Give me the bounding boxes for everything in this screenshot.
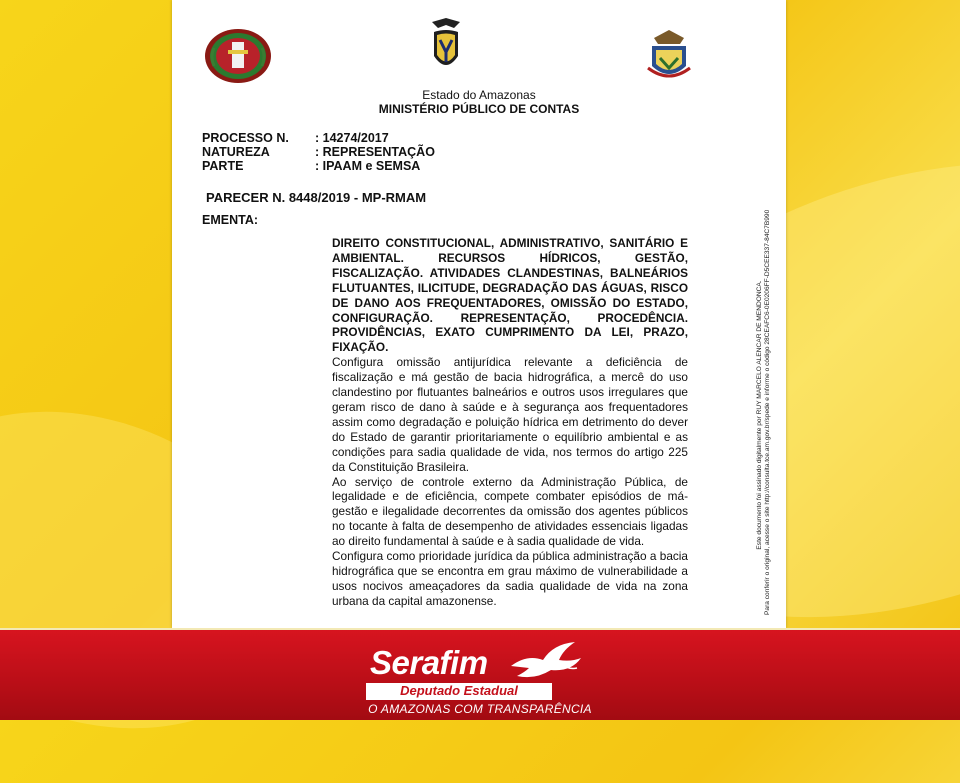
ementa-body <box>332 236 688 609</box>
meta-value: : 14274/2017 <box>315 131 389 145</box>
dove-icon <box>505 636 585 686</box>
ementa-heading: DIREITO CONSTITUCIONAL, ADMINISTRATIVO, SANITÁRIO E AMBIENTAL. RECURSOS HÍDRICOS, GESTÃO, FISCALIZAÇÃO. ATIVIDADES CLANDESTINAS, BALNEÁRIOS FLUTUANTES, ILICITUDE, DEGRADAÇÃO DAS ÁGUAS, RISCO DE DANO AOS FREQUENTADORES, OMISSÃO DO ESTADO, CONFIGURAÇÃO. REPRESENTAÇÃO, PROCEDÊNCIA. PROVIDÊNCIAS, EXATO CUMPRIMENTO DA LEI, PRAZO, FIXAÇÃO. <box>332 236 688 355</box>
meta-value: : REPRESENTAÇÃO <box>315 145 435 159</box>
amazonas-coat-of-arms-icon <box>428 16 464 78</box>
ementa-label: EMENTA: <box>202 213 259 227</box>
ministerio-publico-seal-icon <box>204 28 272 84</box>
meta-value: : IPAAM e SEMSA <box>315 159 421 173</box>
meta-key: NATUREZA <box>202 145 270 159</box>
digital-signature-stamp <box>756 209 780 615</box>
meta-key: PARTE <box>202 159 244 173</box>
state-name: Estado do Amazonas <box>422 88 536 102</box>
process-metadata <box>202 131 435 173</box>
ementa-paragraph: Configura como prioridade jurídica da pública administração a bacia hidrográfica que se encontra em grau máximo de vulnerabilidade a usos nocivos ameaçadores da sadia qualidade de vida na zona urbana da capital amazonense. <box>332 549 688 608</box>
ementa-paragraph: Configura omissão antijurídica relevante a deficiência de fiscalização e má gestão de bacia hidrográfica, a mercê do uso clandestino por flutuantes balneários e outros usos irregulares que geram risco de dano à saúde e à segurança aos frequentadores assim como degradação e poluição hídrica em detrimento do dever do Estado de garantir prioritariamente o equilíbrio ambiental e as condições para sadia qualidade de vida, nos termos do artigo 225 da Constituição Brasileira. <box>332 355 688 474</box>
stamp-line: Para conferir o original, acesse o site http://consulta.tce.am.gov.br/spede e informe o código 28CEAFC6-0E0206FF-D5CEE337-84C7B990 <box>764 209 771 615</box>
ementa-paragraph: Ao serviço de controle externo da Administração Pública, de legalidade e de eficiência, compete combater episódios de má-gestão e ilegalidade decorrentes da omissão dos agentes públicos no tocante à falta de desempenho de atividades essenciais ligadas ao direito fundamental à saúde e à sadia qualidade de vida. <box>332 474 688 549</box>
document-page <box>172 0 786 628</box>
meta-row-natureza <box>202 145 435 159</box>
meta-row-processo <box>202 131 435 145</box>
ministry-name: MINISTÉRIO PÚBLICO DE CONTAS <box>378 102 580 116</box>
brand-name: Serafim <box>370 644 488 681</box>
slogan: O AMAZONAS COM TRANSPARÊNCIA <box>368 702 592 716</box>
role-title: Deputado Estadual <box>400 683 518 698</box>
tce-seal-icon <box>644 28 694 84</box>
meta-row-parte <box>202 159 435 173</box>
stamp-line: Este documento foi assinado digitalmente por RUY MARCELO ALENCAR DE MENDONCA. <box>756 280 763 550</box>
meta-key: PROCESSO N. <box>202 131 289 145</box>
parecer-title: PARECER N. 8448/2019 - MP-RMAM <box>206 190 427 205</box>
